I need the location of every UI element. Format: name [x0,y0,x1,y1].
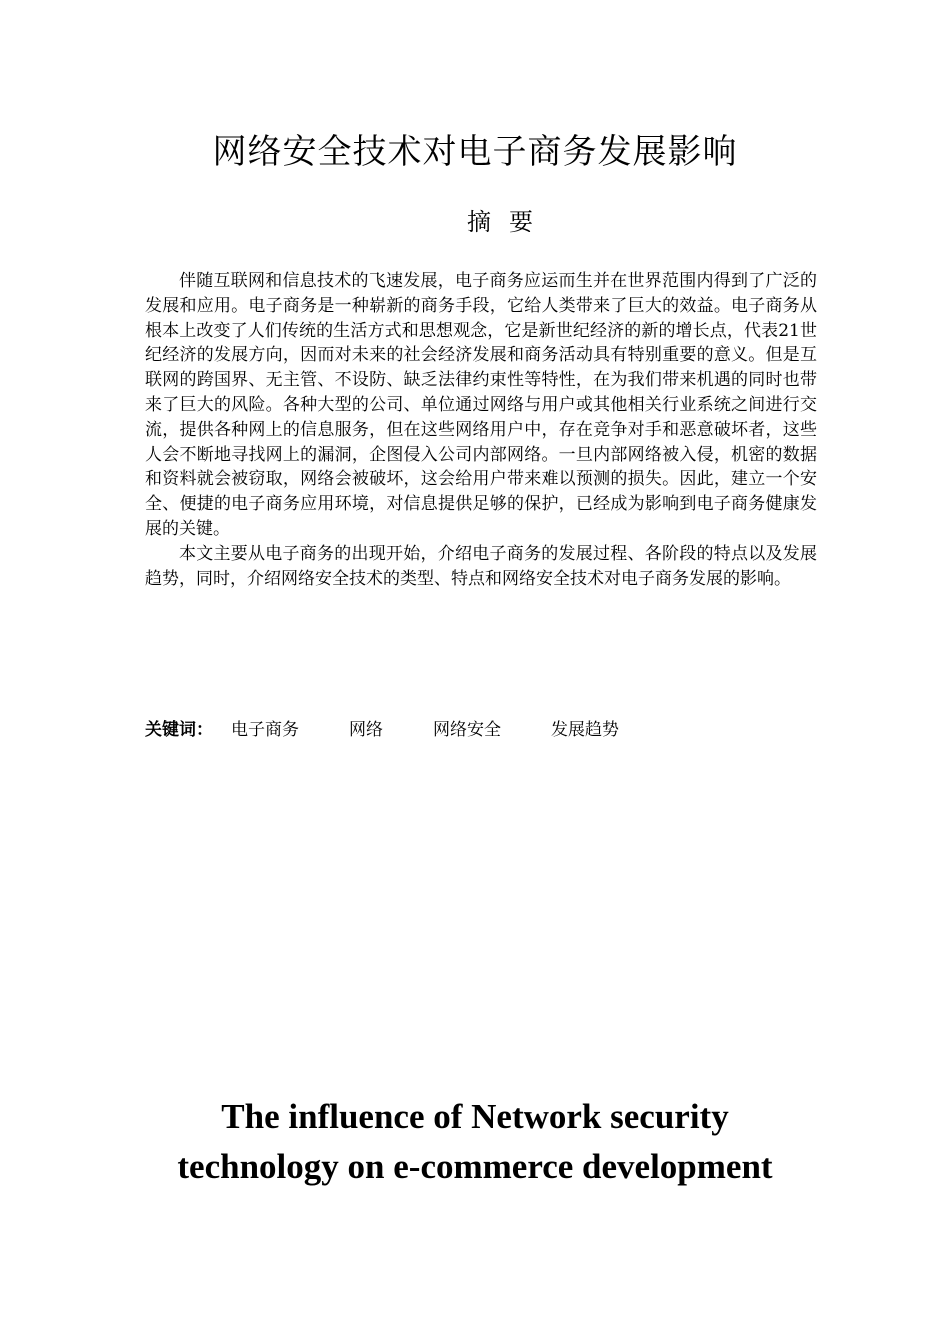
chinese-title: 网络安全技术对电子商务发展影响 [212,132,738,172]
keywords-line [145,716,825,744]
abstract-body [145,269,817,591]
keyword-item: 电子商务 [231,720,299,740]
abstract-heading-char-1: 摘 [467,208,491,236]
abstract-paragraph-1: 伴随互联网和信息技术的飞速发展，电子商务应运而生并在世界范围内得到了广泛的发展和应用。电子商务是一种崭新的商务手段，它给人类带来了巨大的效益。电子商务从根本上改变了人们传统的生活方式和思想观念，它是新世纪经济的新的增长点，代表21世纪经济的发展方向，因而对未来的社会经济发展和商务活动具有特别重要的意义。但是互联网的跨国界、无主管、不设防、缺乏法律约束性等特性，在为我们带来机遇的同时也带来了巨大的风险。各种大型的公司、单位通过网络与用户或其他相关行业系统之间进行交流，提供各种网上的信息服务，但在这些网络用户中，存在竞争对手和恶意破坏者，这些人会不断地寻找网上的漏洞，企图侵入公司内部网络。一旦内部网络被入侵，机密的数据和资料就会被窃取，网络会被破坏，这会给用户带来难以预测的损失。因此，建立一个安全、便捷的电子商务应用环境，对信息提供足够的保护，已经成为影响到电子商务健康发展的关键。 [145,271,817,539]
english-title [0,1092,950,1192]
keyword-item: 网络安全 [433,720,501,740]
english-title-line-1: The influence of Network security [221,1097,729,1136]
abstract-heading [0,204,950,240]
keywords-label: 关键词： [145,720,213,740]
english-title-line-2: technology on e-commerce development [177,1147,773,1186]
keyword-item: 发展趋势 [551,720,619,740]
keyword-item: 网络 [349,720,383,740]
abstract-paragraph-2: 本文主要从电子商务的出现开始，介绍电子商务的发展过程、各阶段的特点以及发展趋势，同时，介绍网络安全技术的类型、特点和网络安全技术对电子商务发展的影响。 [145,543,817,589]
abstract-heading-char-2: 要 [509,208,533,236]
